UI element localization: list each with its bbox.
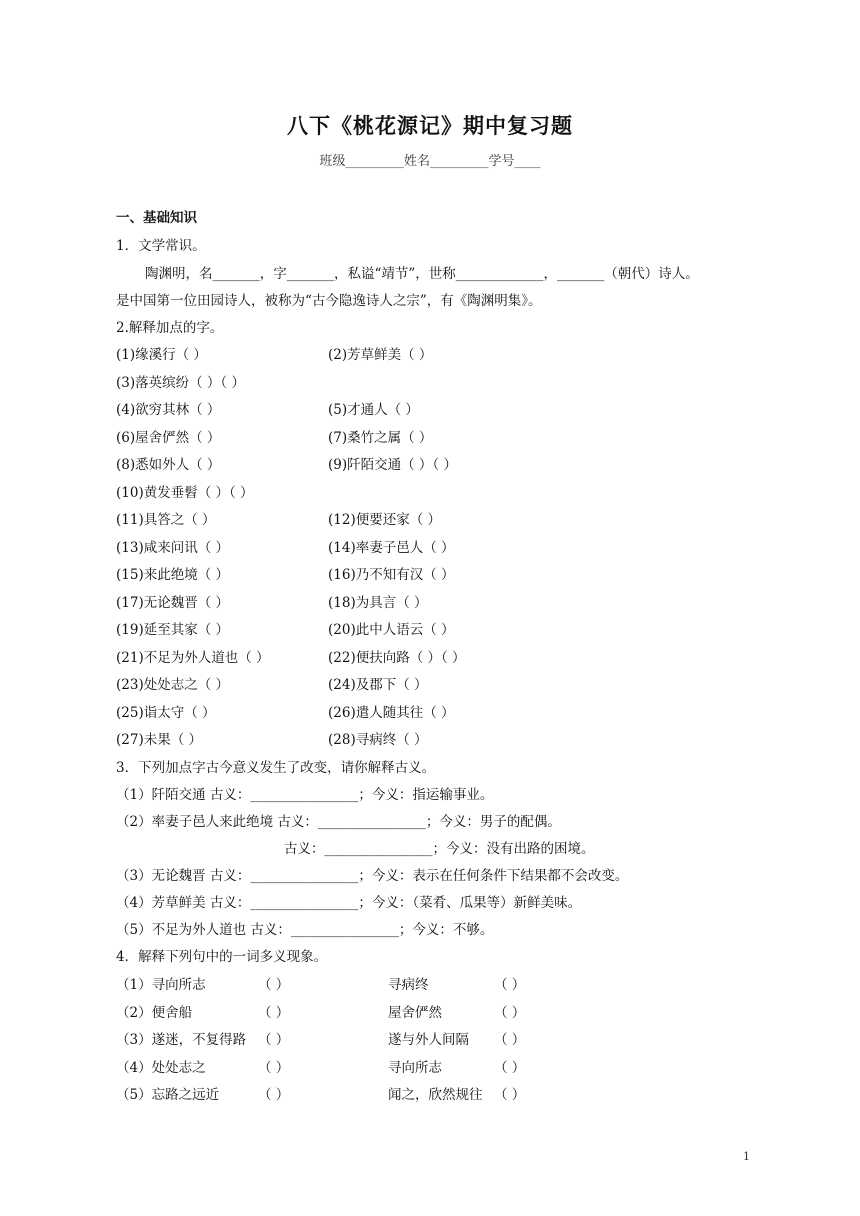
answer-blank: （ ） [494,977,526,993]
vocab-item: (17)无论魏晋（ ） [116,594,230,611]
question-4-heading: 4．解释下列句中的一词多义现象。 [116,949,328,965]
student-info-line: 班级_________姓名_________学号____ [319,154,541,169]
answer-blank: （ ） [258,1059,290,1076]
polysemy-sentence: （5）忘路之远近 [116,1087,220,1103]
polysemy-sentence: （1）寻向所志 [116,977,206,993]
answer-blank: （ ） [258,1032,290,1048]
vocab-item: (19)延至其家（ ） [116,622,230,638]
answer-blank: （ ） [258,977,290,993]
polysemy-sentence: 寻向所志 [388,1059,442,1076]
vocab-item: (5)才通人（ ） [328,402,419,418]
vocab-item: (10)黄发垂髫（ ）（ ） [116,484,254,501]
vocab-item: (2)芳草鲜美（ ） [328,347,433,363]
question-3-item: （5）不足为外人道也 古义：________________；今义：不够。 [116,922,494,938]
question-2-heading: 2.解释加点的字。 [116,320,224,336]
question-3-heading: 3．下列加点字古今意义发生了改变，请你解释古义。 [116,760,436,776]
answer-blank: （ ） [494,1032,526,1048]
page-number: 1 [743,1150,750,1163]
vocab-item: (3)落英缤纷（ ）（ ） [116,374,245,391]
question-1-heading: 1．文学常识。 [116,238,206,254]
vocab-item: (18)为具言（ ） [328,594,428,611]
polysemy-sentence: （3）遂迷，不复得路 [116,1032,247,1048]
vocab-item: (20)此中人语云（ ） [328,622,455,638]
page-title: 八下《桃花源记》期中复习题 [287,114,573,138]
vocab-item: (23)处处志之（ ） [116,677,230,693]
vocab-item: (27)未果（ ） [116,732,203,748]
polysemy-sentence: 闻之，欣然规往 [388,1087,483,1103]
vocab-item: (1)缘溪行（ ） [116,347,207,363]
answer-blank: （ ） [494,1004,526,1021]
vocab-item: (26)遣人随其往（ ） [328,704,455,721]
question-3-item: （2）率妻子邑人来此绝境 古义：________________；今义：男子的配偶。 [116,814,561,830]
vocab-item: (12)便要还家（ ） [328,512,442,528]
polysemy-sentence: （2）便舍船 [116,1004,193,1021]
answer-blank: （ ） [258,1004,290,1021]
vocab-item: (25)诣太守（ ） [116,704,216,721]
vocab-item: (16)乃不知有汉（ ） [328,567,455,583]
vocab-item: (4)欲穷其林（ ） [116,402,221,418]
vocab-item: (9)阡陌交通（ ）（ ） [328,457,457,473]
vocab-item: (13)咸来问讯（ ） [116,539,230,556]
vocab-item: (21)不足为外人道也（ ） [116,649,270,666]
vocab-item: (7)桑竹之属（ ） [328,429,433,446]
polysemy-sentence: 遂与外人间隔 [388,1032,469,1048]
vocab-item: (6)屋舍俨然（ ） [116,429,221,446]
question-3-item: （4）芳草鲜美 古义：________________；今义：（菜肴、瓜果等）新鲜美味。 [116,895,582,911]
question-3-item: （1）阡陌交通 古义：________________；今义：指运输事业。 [116,787,494,803]
vocab-item: (15)来此绝境（ ） [116,567,230,583]
section-heading: 一、基础知识 [116,210,197,226]
vocab-item: (28)寻病终（ ） [328,732,428,748]
vocab-item: (11)具答之（ ） [116,512,216,528]
polysemy-sentence: 屋舍俨然 [388,1004,442,1021]
vocab-item: (22)便扶向路（ ）（ ） [328,649,466,666]
vocab-item: (8)悉如外人（ ） [116,457,221,473]
question-1-line: 是中国第一位田园诗人，被称为“古今隐逸诗人之宗”，有《陶渊明集》。 [116,293,542,309]
vocab-item: (14)率妻子邑人（ ） [328,539,455,556]
polysemy-sentence: （4）处处志之 [116,1059,206,1076]
answer-blank: （ ） [494,1087,526,1103]
question-3-item: （3）无论魏晋 古义：________________；今义：表示在任何条件下结果都不会改变。 [116,868,629,884]
answer-blank: （ ） [494,1059,526,1076]
polysemy-sentence: 寻病终 [388,977,429,993]
vocab-item: (24)及郡下（ ） [328,677,428,693]
answer-blank: （ ） [258,1087,290,1103]
question-1-line: 陶渊明，名_______，字_______，私谥“靖节”，世称_____________，_______（朝代）诗人。 [145,266,699,282]
question-3-item: 古义：________________；今义：没有出路的困境。 [284,841,595,857]
